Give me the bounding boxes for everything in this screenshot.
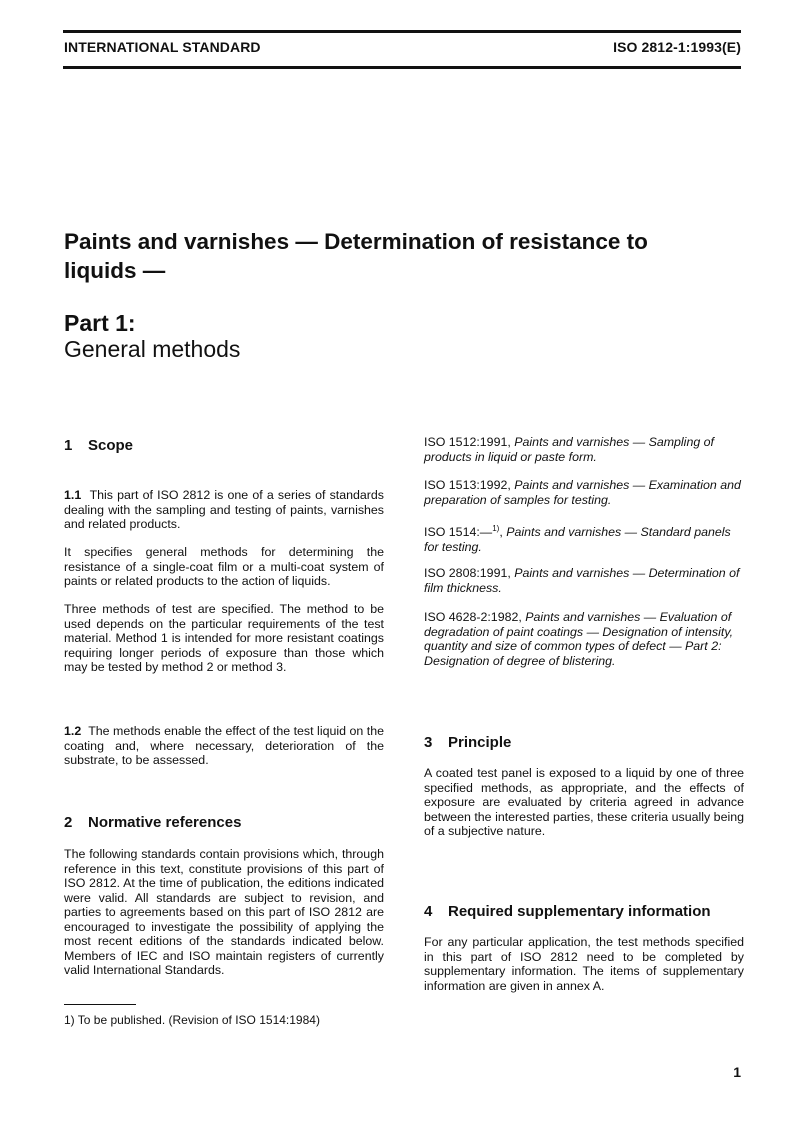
reference-id: ISO 1514:— <box>424 525 493 540</box>
header-bottom-rule <box>63 66 741 69</box>
header-top-rule <box>63 30 741 33</box>
clause-1-1-para-3: Three methods of test are specified. The method to be used depends on the particular requirements of the test material. Method 1 is intended for more resistant coatings requiring longer periods of exposure than those which may be tested by method 2 or method 3. <box>64 602 384 674</box>
section-3-heading <box>424 734 511 751</box>
clause-1-1 <box>64 488 384 532</box>
reference-iso-1514: ISO 1514:—$^{1)}$, Paints and varnishes — Standard panels for testing. <box>424 524 731 554</box>
reference-title: Paints and varnishes — Standard panels for testing. <box>424 525 731 554</box>
reference-iso-4628-2 <box>424 610 744 668</box>
header-document-type: INTERNATIONAL STANDARD <box>64 39 261 55</box>
part-number: Part 1: <box>64 310 136 336</box>
section-2-number: 2 <box>64 814 73 831</box>
reference-title: Paints and varnishes — Determination of film thickness. <box>424 566 740 595</box>
footnote-1: 1) To be published. (Revision of ISO 1514:1984) <box>64 1013 320 1027</box>
section-2-heading <box>64 814 241 831</box>
part-title: General methods <box>64 336 241 362</box>
title-line-1: Paints and varnishes — Determination of resistance to <box>64 229 648 254</box>
reference-iso-1513 <box>424 478 744 507</box>
reference-iso-1512 <box>424 435 744 464</box>
section-1-number: 1 <box>64 437 73 454</box>
section-3-number: 3 <box>424 734 433 751</box>
header-standard-number: ISO 2812-1:1993(E) <box>613 39 741 55</box>
clause-1-2-number: 1.2 <box>64 724 82 738</box>
reference-id: ISO 2808:1991, <box>424 566 511 580</box>
clause-1-2 <box>64 724 384 768</box>
page-number: 1 <box>733 1064 741 1080</box>
reference-title: Paints and varnishes — Sampling of products in liquid or paste form. <box>424 435 714 464</box>
section-3-text: A coated test panel is exposed to a liquid by one of three specified methods, as appropriate, and the effects of exposure are evaluated by criteria agreed in advance between the interested parties, these criteria usually being of a subjective nature. <box>424 766 744 838</box>
section-3-title: Principle <box>448 734 512 751</box>
section-1-title: Scope <box>88 437 134 454</box>
reference-title: Paints and varnishes — Evaluation of degradation of paint coatings — Designation of intensity, quantity and size of common types of defect — Part 2: Designation of degree of blistering. <box>424 610 734 668</box>
reference-iso-2808 <box>424 566 744 595</box>
section-4-number: 4 <box>424 903 433 920</box>
clause-1-1-text: This part of ISO 2812 is one of a series of standards dealing with the sampling and testing of paints, varnishes and related products. <box>64 488 384 531</box>
reference-footnote-marker: 1) <box>492 524 500 533</box>
clause-1-1-para-2: It specifies general methods for determining the resistance of a single-coat film or a multi-coat system of paints or related products to the action of liquids. <box>64 545 384 588</box>
section-4-text: For any particular application, the test methods specified in this part of ISO 2812 need to be completed by supplementary information. The items of supplementary information are given in annex A. <box>424 935 744 993</box>
section-2-title: Normative references <box>88 814 242 831</box>
reference-id: ISO 1512:1991, <box>424 435 511 449</box>
section-2-text: The following standards contain provisions which, through reference in this text, constitute provisions of this part of ISO 2812. At the time of publication, the editions indicated were valid. All standards are subject to revision, and parties to agreements based on this part of ISO 2812 are encouraged to investigate the possibility of applying the most recent editions of the standards indicated below. Members of IEC and ISO maintain registers of currently valid International Standards. <box>64 847 384 977</box>
clause-1-2-text: The methods enable the effect of the test liquid on the coating and, where necessary, deterioration of the substrate, to be assessed. <box>64 724 384 767</box>
section-4-heading <box>424 903 711 920</box>
footnote-rule <box>64 1004 136 1005</box>
reference-title: Paints and varnishes — Examination and preparation of samples for testing. <box>424 478 741 507</box>
section-4-title: Required supplementary information <box>448 903 711 920</box>
clause-1-1-number: 1.1 <box>64 488 82 502</box>
reference-id: ISO 1513:1992, <box>424 478 511 492</box>
section-1-heading <box>64 437 133 454</box>
reference-id: ISO 4628-2:1982, <box>424 610 522 624</box>
document-title <box>64 227 744 285</box>
title-line-2: liquids — <box>64 258 166 283</box>
